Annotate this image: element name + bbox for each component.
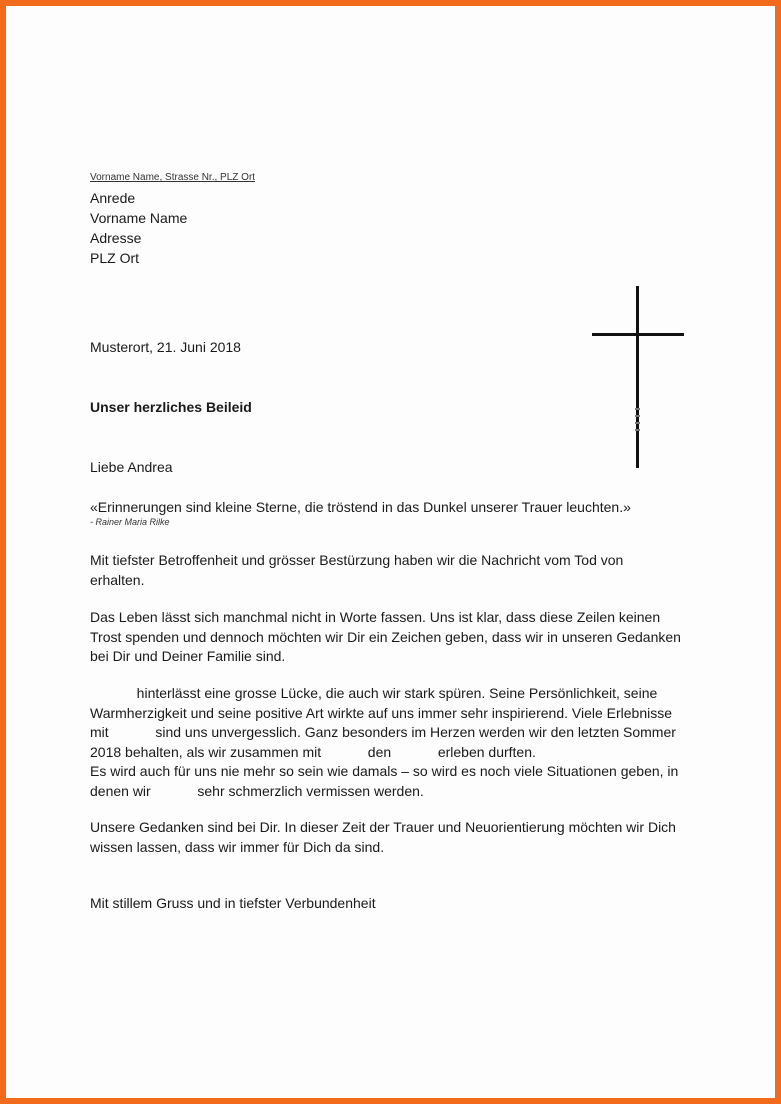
paragraph-line: erhalten.	[90, 571, 145, 588]
paragraph-line: denen wir sehr schmerzlich vermissen werden.	[90, 782, 424, 799]
paragraph-line: wissen lassen, dass wir immer für Dich da sind.	[90, 838, 385, 855]
paragraph-line: Mit tiefster Betroffenheit und grösser Bestürzung haben wir die Nachricht vom Tod von	[90, 552, 624, 568]
cross-icon	[592, 286, 686, 475]
quote: «Erinnerungen sind kleine Sterne, die tröstend in das Dunkel unserer Trauer leuchten.»	[90, 499, 631, 515]
sender-line: Vorname Name, Strasse Nr., PLZ Ort	[90, 172, 256, 183]
closing: Mit stillem Gruss und in tiefster Verbundenheit	[90, 895, 376, 911]
paragraph-line: hinterlässt eine grosse Lücke, die auch wir stark spüren. Seine Persönlichkeit, seine	[90, 685, 658, 701]
place-date: Musterort, 21. Juni 2018	[90, 339, 241, 355]
recipient-city: PLZ Ort	[90, 250, 140, 266]
paragraph-3	[90, 684, 705, 801]
paragraph-line: bei Dir und Deiner Familie sind.	[90, 648, 286, 664]
paragraph-line: Unsere Gedanken sind bei Dir. In dieser Zeit der Trauer und Neuorientierung möchten wir Dich	[90, 819, 676, 835]
paragraph-line: Es wird auch für uns nie mehr so sein wie damals – so wird es noch viele Situationen geben, in	[90, 763, 679, 779]
paragraph-line: Warmherzigkeit und seine positive Art wirkte auf uns immer sehr inspirierend. Viele Erlebnisse	[90, 704, 673, 721]
paragraph-line: Trost spenden und dennoch möchten wir Dir ein Zeichen geben, dass wir in unseren Gedanken	[90, 628, 681, 645]
recipient-address: Adresse	[90, 230, 142, 246]
greeting: Liebe Andrea	[90, 459, 173, 475]
paragraph-line: mit sind uns unvergesslich. Ganz besonders im Herzen werden wir den letzten Sommer	[90, 724, 676, 740]
paragraph-line: Das Leben lässt sich manchmal nicht in Worte fassen. Uns ist klar, dass diese Zeilen keinen	[90, 609, 661, 625]
recipient-salutation: Anrede	[90, 190, 136, 206]
paragraph-line: 2018 behalten, als wir zusammen mit den erleben durften.	[90, 743, 536, 760]
quote-author: - Rainer Maria Rilke	[90, 517, 170, 527]
paragraph-1	[90, 551, 705, 590]
paragraph-2	[90, 608, 705, 667]
paragraph-4	[90, 818, 705, 857]
subject: Unser herzliches Beileid	[90, 399, 252, 415]
recipient-name: Vorname Name	[90, 210, 188, 226]
